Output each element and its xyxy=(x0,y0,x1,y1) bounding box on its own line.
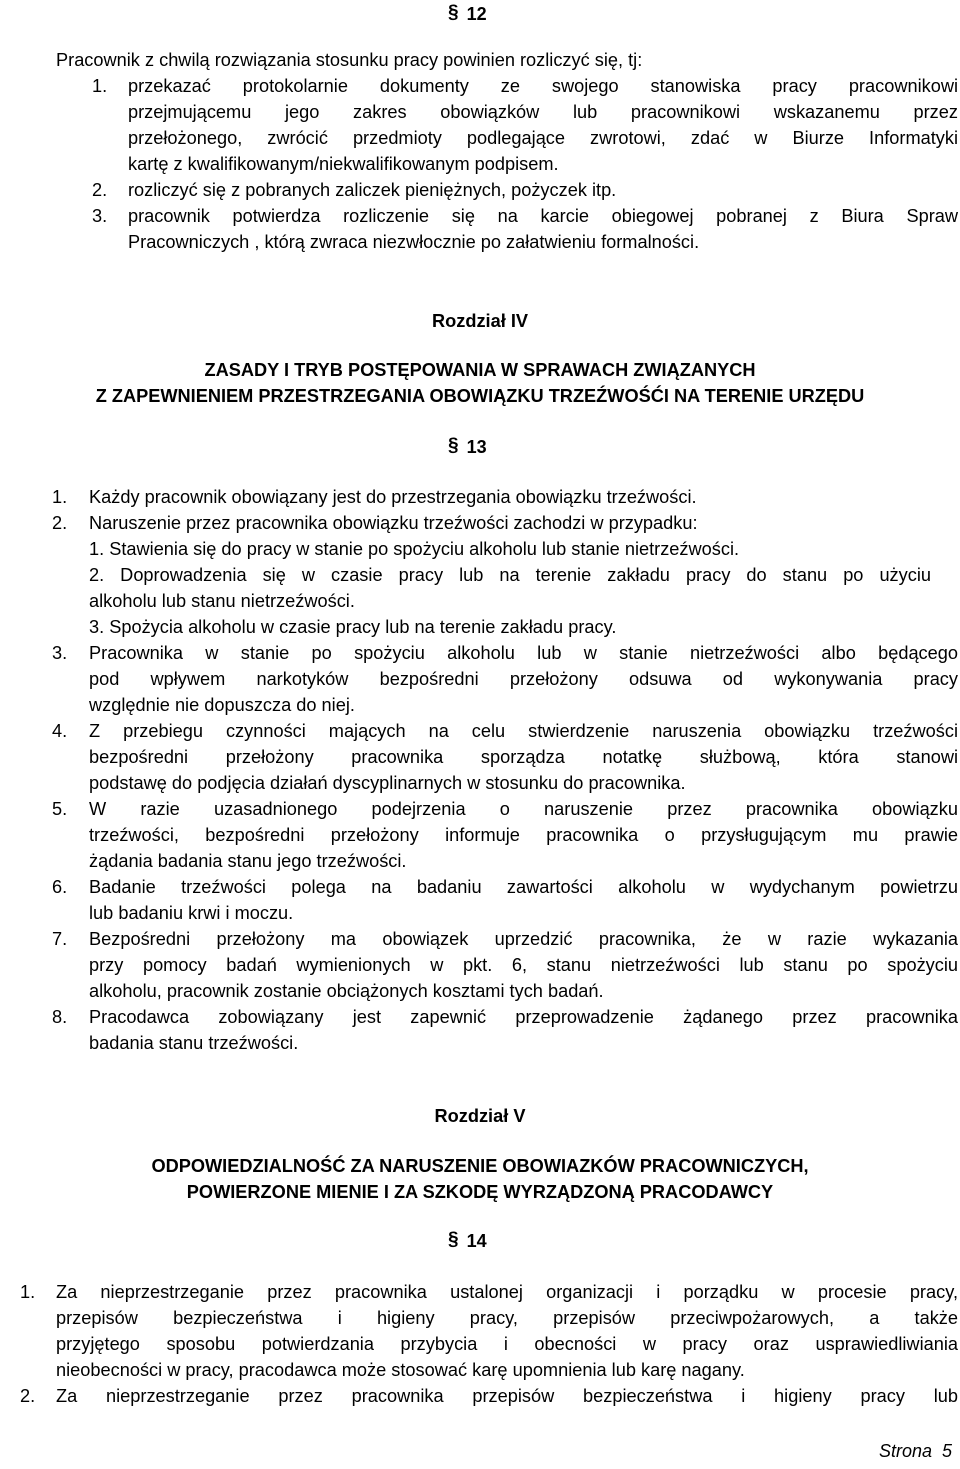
list-item-line: przy pomocy badań wymienionych w pkt. 6, stanu nietrzeźwości lub stanu po spożyciu xyxy=(89,955,958,975)
sub-item-line: 1. Stawienia się do pracy w stanie po spożyciu alkoholu lub stanie nietrzeźwości. xyxy=(89,539,740,559)
section-12-heading xyxy=(448,2,487,25)
list-item-line: badania stanu trzeźwości. xyxy=(89,1033,299,1053)
list-number: 4. xyxy=(52,721,68,741)
list-item-line: Pracownika w stanie po spożyciu alkoholu lub w stanie nietrzeźwości albo będącego xyxy=(89,643,958,663)
chapter-5-heading: Rozdział V xyxy=(434,1106,526,1126)
section-13-heading xyxy=(448,435,487,458)
page-number: Strona 5 xyxy=(878,1441,952,1461)
section-sign: § xyxy=(448,1229,459,1250)
sub-item-line: 2. Doprowadzenia się w czasie pracy lub na terenie zakładu pracy do stanu po użyciu xyxy=(89,565,931,585)
chapter-5-title-line: ODPOWIEDZIALNOŚĆ ZA NARUSZENIE OBOWIAZKÓW PRACOWNICZYCH, xyxy=(151,1156,809,1176)
list-item-line: pod wpływem narkotyków bezpośredni przełożony odsuwa od wykonywania pracy xyxy=(89,669,958,689)
list-item-line: lub badaniu krwi i moczu. xyxy=(89,903,294,923)
list-number: 7. xyxy=(52,929,68,949)
section-number: 13 xyxy=(466,437,487,457)
list-number: 2. xyxy=(52,513,68,533)
sub-item-line: 3. Spożycia alkoholu w czasie pracy lub na terenie zakładu pracy. xyxy=(89,617,617,637)
section-sign: § xyxy=(448,2,459,23)
list-item-line: przekazać protokolarnie dokumenty ze swojego stanowiska pracy pracownikowi xyxy=(128,76,958,96)
list-number: 2. xyxy=(92,180,108,200)
list-number: 1. xyxy=(92,76,108,96)
list-item-line: bezpośredni przełożony pracownika sporządza notatkę służbową, która stanowi xyxy=(89,747,958,767)
list-item-line: trzeźwości, bezpośredni przełożony informuje pracownika o przysługującym mu prawie xyxy=(89,825,958,845)
list-item-line: Każdy pracownik obowiązany jest do przestrzegania obowiązku trzeźwości. xyxy=(89,487,697,507)
list-number: 3. xyxy=(92,206,108,226)
list-item-line: przełożonego, zwrócić przedmioty podlegające zwrotowi, zdać w Biurze Informatyki xyxy=(128,128,958,148)
list-item-line: Pracowniczych , którą zwraca niezwłocznie po załatwieniu formalności. xyxy=(128,232,700,252)
list-number: 2. xyxy=(20,1386,36,1406)
section-sign: § xyxy=(448,435,459,456)
chapter-4-title-line: ZASADY I TRYB POSTĘPOWANIA W SPRAWACH ZWIĄZANYCH xyxy=(204,360,756,380)
list-item-line: Bezpośredni przełożony ma obowiązek uprzedzić pracownika, że w razie wykazania xyxy=(89,929,958,949)
section-12-intro: Pracownik z chwilą rozwiązania stosunku pracy powinien rozliczyć się, tj: xyxy=(56,50,643,70)
list-item-line: Za nieprzestrzeganie przez pracownika przepisów bezpieczeństwa i higieny pracy lub xyxy=(56,1386,958,1406)
list-number: 1. xyxy=(52,487,68,507)
list-number: 5. xyxy=(52,799,68,819)
list-item-line: Naruszenie przez pracownika obowiązku trzeźwości zachodzi w przypadku: xyxy=(89,513,698,533)
list-item-line: W razie uzasadnionego podejrzenia o naruszenie przez pracownika obowiązku xyxy=(89,799,958,819)
list-item-line: rozliczyć się z pobranych zaliczek pieniężnych, pożyczek itp. xyxy=(128,180,617,200)
list-item-line: podstawę do podjęcia działań dyscyplinarnych w stosunku do pracownika. xyxy=(89,773,686,793)
list-item-line: Za nieprzestrzeganie przez pracownika ustalonej organizacji i porządku w procesie pracy, xyxy=(56,1282,958,1302)
list-number: 1. xyxy=(20,1282,36,1302)
list-item-line: żądania badania stanu jego trzeźwości. xyxy=(89,851,407,871)
list-item-line: Z przebiegu czynności mających na celu stwierdzenie naruszenia obowiązku trzeźwości xyxy=(89,721,958,741)
section-14-heading xyxy=(448,1229,487,1252)
list-item-line: względnie nie dopuszcza do niej. xyxy=(89,695,355,715)
section-number: 14 xyxy=(466,1231,487,1251)
list-item-line: przepisów bezpieczeństwa i higieny pracy, przepisów przeciwpożarowych, a także xyxy=(56,1308,958,1328)
chapter-5-title-line: POWIERZONE MIENIE I ZA SZKODĘ WYRZĄDZONĄ PRACODAWCY xyxy=(186,1182,774,1202)
list-number: 8. xyxy=(52,1007,68,1027)
chapter-4-title-line: Z ZAPEWNIENIEM PRZESTRZEGANIA OBOWIĄZKU TRZEŹWOŚĆI NA TERENIE URZĘDU xyxy=(95,386,865,406)
list-number: 3. xyxy=(52,643,68,663)
list-item-line: Pracodawca zobowiązany jest zapewnić przeprowadzenie żądanego przez pracownika xyxy=(89,1007,958,1027)
list-number: 6. xyxy=(52,877,68,897)
sub-item-line: alkoholu lub stanu nietrzeźwości. xyxy=(89,591,355,611)
list-item-line: pracownik potwierdza rozliczenie się na karcie obiegowej pobranej z Biura Spraw xyxy=(128,206,958,226)
list-item-line: alkoholu, pracownik zostanie obciążonych kosztami tych badań. xyxy=(89,981,604,1001)
list-item-line: Badanie trzeźwości polega na badaniu zawartości alkoholu w wydychanym powietrzu xyxy=(89,877,958,897)
chapter-4-heading: Rozdział IV xyxy=(432,311,528,331)
list-item-line: kartę z kwalifikowanym/niekwalifikowanym podpisem. xyxy=(128,154,559,174)
list-item-line: nieobecności w pracy, pracodawca może stosować karę upomnienia lub karę nagany. xyxy=(56,1360,745,1380)
list-item-line: przyjętego sposobu potwierdzania przybycia i obecności w pracy oraz usprawiedliwiania xyxy=(56,1334,958,1354)
section-number: 12 xyxy=(466,4,487,24)
list-item-line: przejmującemu jego zakres obowiązków lub pracownikowi wskazanemu przez xyxy=(128,102,958,122)
